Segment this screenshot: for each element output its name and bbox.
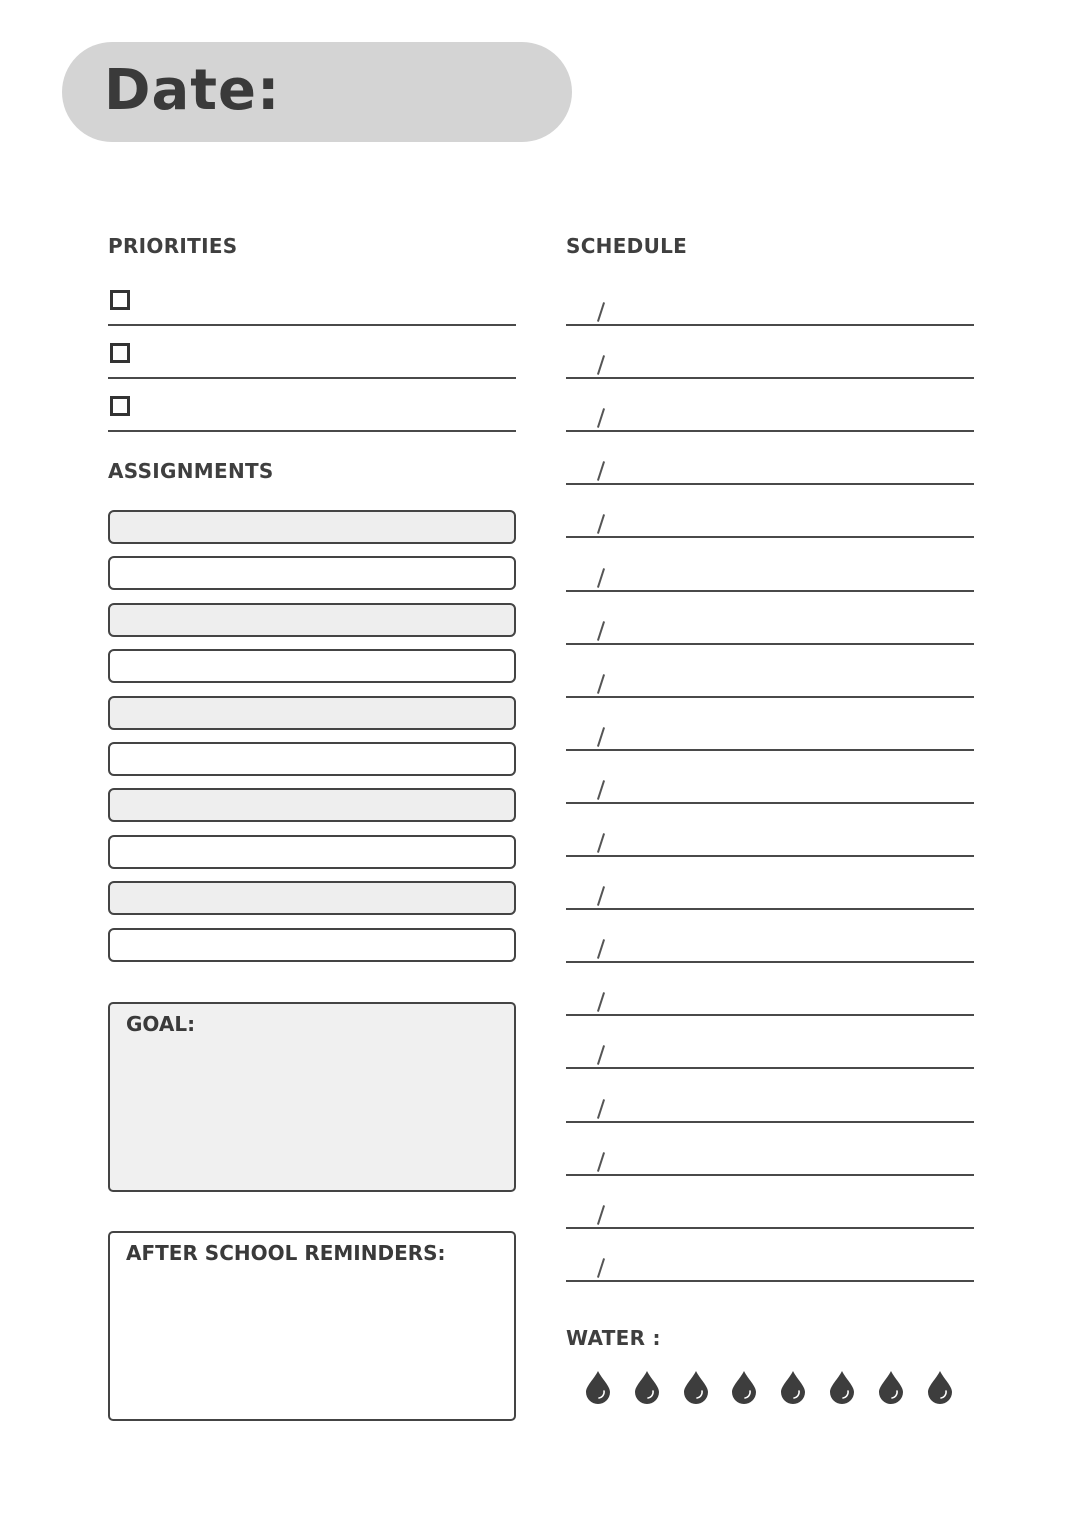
- assignment-row[interactable]: [108, 649, 516, 683]
- time-slash: [597, 302, 605, 322]
- schedule-row[interactable]: [566, 1093, 974, 1123]
- schedule-line: [566, 1121, 974, 1123]
- water-drop-icon[interactable]: [779, 1370, 807, 1404]
- assignments-title: ASSIGNMENTS: [108, 459, 274, 483]
- schedule-line: [566, 324, 974, 326]
- schedule-line: [566, 536, 974, 538]
- time-slash: [597, 1046, 605, 1066]
- schedule-line: [566, 1174, 974, 1176]
- schedule-line: [566, 377, 974, 379]
- schedule-row[interactable]: [566, 562, 974, 592]
- time-slash: [597, 408, 605, 428]
- checkbox-icon[interactable]: [110, 396, 130, 416]
- time-slash: [597, 1205, 605, 1225]
- schedule-row[interactable]: [566, 402, 974, 432]
- assignment-row[interactable]: [108, 788, 516, 822]
- priority-line: [108, 324, 516, 326]
- water-title: WATER :: [566, 1326, 661, 1350]
- date-header: [62, 42, 572, 142]
- assignment-row[interactable]: [108, 696, 516, 730]
- water-drop-icon[interactable]: [584, 1370, 612, 1404]
- schedule-line: [566, 1227, 974, 1229]
- schedule-row[interactable]: [566, 774, 974, 804]
- schedule-row[interactable]: [566, 1146, 974, 1176]
- assignment-row[interactable]: [108, 881, 516, 915]
- schedule-row[interactable]: [566, 508, 974, 538]
- time-slash: [597, 939, 605, 959]
- schedule-row[interactable]: [566, 1252, 974, 1282]
- water-drop-icon[interactable]: [633, 1370, 661, 1404]
- schedule-row[interactable]: [566, 827, 974, 857]
- assignment-row[interactable]: [108, 510, 516, 544]
- goal-title: GOAL:: [126, 1012, 196, 1036]
- water-drop-icon[interactable]: [828, 1370, 856, 1404]
- schedule-line: [566, 643, 974, 645]
- time-slash: [597, 621, 605, 641]
- schedule-title: SCHEDULE: [566, 234, 688, 258]
- reminders-title: AFTER SCHOOL REMINDERS:: [126, 1241, 446, 1265]
- priority-item[interactable]: [108, 392, 516, 432]
- water-drop-icon[interactable]: [926, 1370, 954, 1404]
- schedule-row[interactable]: [566, 349, 974, 379]
- reminders-box[interactable]: [108, 1231, 516, 1421]
- schedule-row[interactable]: [566, 668, 974, 698]
- date-label: Date:: [104, 58, 281, 123]
- time-slash: [597, 461, 605, 481]
- priority-item[interactable]: [108, 339, 516, 379]
- goal-box[interactable]: [108, 1002, 516, 1192]
- assignment-row[interactable]: [108, 742, 516, 776]
- assignment-row[interactable]: [108, 835, 516, 869]
- time-slash: [597, 355, 605, 375]
- schedule-row[interactable]: [566, 615, 974, 645]
- schedule-row[interactable]: [566, 880, 974, 910]
- assignment-row[interactable]: [108, 603, 516, 637]
- schedule-row[interactable]: [566, 1039, 974, 1069]
- priority-line: [108, 430, 516, 432]
- schedule-row[interactable]: [566, 986, 974, 1016]
- checkbox-icon[interactable]: [110, 290, 130, 310]
- priority-item[interactable]: [108, 286, 516, 326]
- schedule-row[interactable]: [566, 721, 974, 751]
- time-slash: [597, 1099, 605, 1119]
- priority-line: [108, 377, 516, 379]
- time-slash: [597, 833, 605, 853]
- schedule-line: [566, 802, 974, 804]
- water-drop-icon[interactable]: [682, 1370, 710, 1404]
- time-slash: [597, 886, 605, 906]
- priorities-title: PRIORITIES: [108, 234, 238, 258]
- schedule-row[interactable]: [566, 1199, 974, 1229]
- schedule-line: [566, 696, 974, 698]
- time-slash: [597, 674, 605, 694]
- time-slash: [597, 727, 605, 747]
- time-slash: [597, 568, 605, 588]
- checkbox-icon[interactable]: [110, 343, 130, 363]
- schedule-line: [566, 749, 974, 751]
- schedule-row[interactable]: [566, 296, 974, 326]
- water-drop-icon[interactable]: [730, 1370, 758, 1404]
- water-tracker: [584, 1368, 964, 1408]
- schedule-line: [566, 1280, 974, 1282]
- assignment-row[interactable]: [108, 928, 516, 962]
- schedule-row[interactable]: [566, 455, 974, 485]
- schedule-line: [566, 430, 974, 432]
- time-slash: [597, 780, 605, 800]
- schedule-line: [566, 483, 974, 485]
- schedule-line: [566, 1067, 974, 1069]
- schedule-line: [566, 855, 974, 857]
- schedule-row[interactable]: [566, 933, 974, 963]
- time-slash: [597, 1258, 605, 1278]
- time-slash: [597, 992, 605, 1012]
- schedule-line: [566, 1014, 974, 1016]
- water-drop-icon[interactable]: [877, 1370, 905, 1404]
- assignment-row[interactable]: [108, 556, 516, 590]
- schedule-line: [566, 961, 974, 963]
- time-slash: [597, 1152, 605, 1172]
- time-slash: [597, 515, 605, 535]
- schedule-line: [566, 908, 974, 910]
- schedule-line: [566, 590, 974, 592]
